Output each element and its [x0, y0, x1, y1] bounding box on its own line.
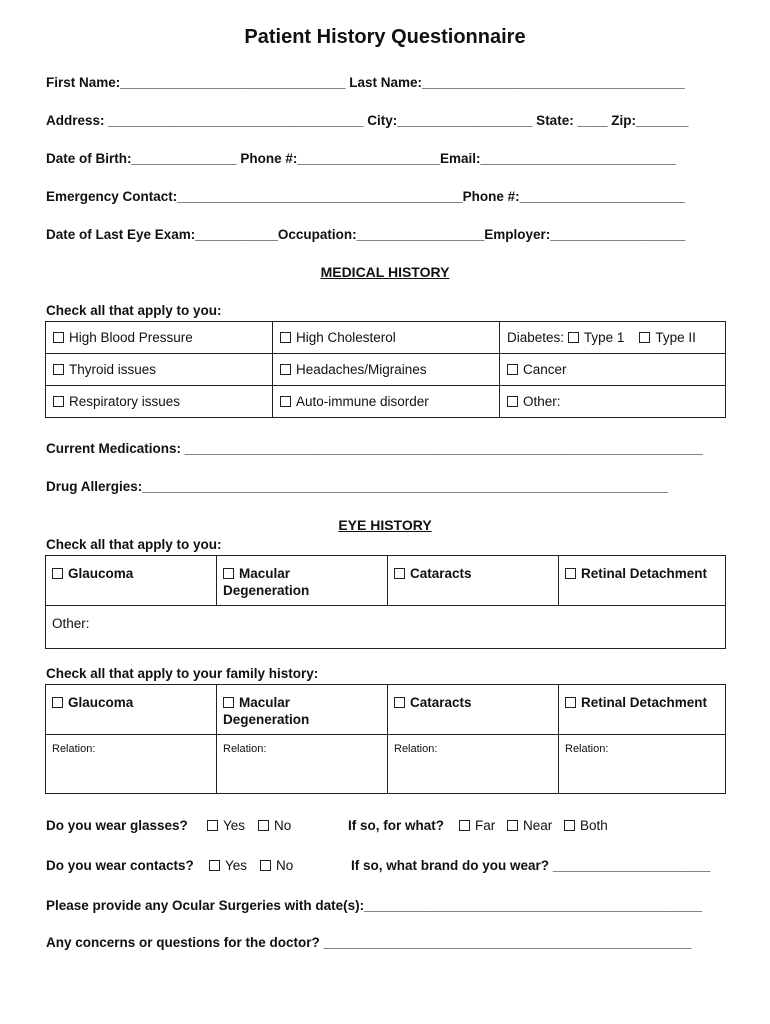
checkbox-diabetes-type1[interactable]	[568, 332, 579, 343]
near-label: Near	[523, 818, 553, 833]
glasses-followup: If so, for what?	[348, 818, 444, 833]
relation-field-retinal[interactable]	[559, 735, 726, 794]
relation-field-macular[interactable]	[217, 735, 388, 794]
family-retinal-label: Retinal Detachment	[581, 695, 708, 710]
far-label: Far	[475, 818, 496, 833]
contacts-brand-field[interactable]: If so, what brand do you wear? _____________________	[351, 858, 711, 873]
checkbox-thyroid[interactable]	[53, 364, 64, 375]
relation-field-glaucoma[interactable]	[46, 735, 217, 794]
relation-label: Relation:	[394, 743, 438, 755]
checkbox-headaches[interactable]	[280, 364, 291, 375]
medical-history-table	[45, 321, 726, 418]
glasses-yes-label: Yes	[223, 818, 246, 833]
checkbox-respiratory[interactable]	[53, 396, 64, 407]
glasses-far-option[interactable]	[459, 818, 495, 833]
medical-other-label: Other:	[523, 394, 561, 409]
diabetes-label: Diabetes:	[507, 330, 565, 345]
drug-allergies-field[interactable]: Drug Allergies:______________________________________________________________________	[46, 479, 668, 494]
checkbox-cancer[interactable]	[507, 364, 518, 375]
eye-retinal-label: Retinal Detachment	[581, 566, 708, 581]
high-blood-pressure-label: High Blood Pressure	[69, 330, 193, 345]
eye-prompt: Check all that apply to you:	[46, 537, 222, 552]
checkbox-contacts-yes[interactable]	[209, 860, 220, 871]
checkbox-glasses-no[interactable]	[258, 820, 269, 831]
eye-history-heading: EYE HISTORY	[338, 517, 432, 533]
family-macular-label-2: Degeneration	[223, 712, 310, 727]
contacts-question: Do you wear contacts?	[46, 858, 194, 873]
contacts-no-option[interactable]	[260, 858, 293, 873]
glasses-both-option[interactable]	[564, 818, 608, 833]
contacts-no-label: No	[276, 858, 294, 873]
glasses-no-label: No	[274, 818, 292, 833]
both-label: Both	[580, 818, 608, 833]
glasses-question: Do you wear glasses?	[46, 818, 188, 833]
checkbox-both[interactable]	[564, 820, 575, 831]
medical-prompt: Check all that apply to you:	[46, 303, 222, 318]
headaches-label: Headaches/Migraines	[296, 362, 427, 377]
eye-cataracts-label: Cataracts	[410, 566, 472, 581]
family-prompt: Check all that apply to your family history:	[46, 666, 319, 681]
eye-exam-occupation-fields[interactable]: Date of Last Eye Exam:___________Occupation:_________________Employer:__________________	[46, 227, 686, 242]
checkbox-contacts-no[interactable]	[260, 860, 271, 871]
checkbox-autoimmune[interactable]	[280, 396, 291, 407]
cancer-label: Cancer	[523, 362, 567, 377]
glasses-near-option[interactable]	[507, 818, 552, 833]
checkbox-medical-other[interactable]	[507, 396, 518, 407]
emergency-contact-fields[interactable]: Emergency Contact:______________________________________Phone #:______________________	[46, 189, 685, 204]
checkbox-high-blood-pressure[interactable]	[53, 332, 64, 343]
checkbox-glasses-yes[interactable]	[207, 820, 218, 831]
checkbox-near[interactable]	[507, 820, 518, 831]
relation-label: Relation:	[223, 743, 267, 755]
family-glaucoma-label: Glaucoma	[68, 695, 134, 710]
checkbox-eye-glaucoma[interactable]	[52, 568, 63, 579]
contacts-yes-label: Yes	[225, 858, 248, 873]
relation-label: Relation:	[52, 743, 96, 755]
checkbox-diabetes-type2[interactable]	[639, 332, 650, 343]
type2-label: Type II	[655, 330, 696, 345]
medical-history-heading: MEDICAL HISTORY	[320, 264, 450, 280]
checkbox-family-retinal[interactable]	[565, 697, 576, 708]
relation-field-cataracts[interactable]	[388, 735, 559, 794]
family-history-table	[45, 684, 726, 794]
eye-history-table	[45, 555, 726, 649]
dob-phone-email-fields[interactable]: Date of Birth:______________ Phone #:___________________Email:__________________________	[46, 151, 676, 166]
type1-label: Type 1	[583, 330, 625, 345]
eye-other-field[interactable]	[46, 606, 726, 649]
eye-macular-label: Macular	[239, 566, 291, 581]
contacts-yes-option[interactable]	[209, 858, 247, 873]
family-macular-label: Macular	[239, 695, 291, 710]
glasses-yes-option[interactable]	[207, 818, 245, 833]
address-fields[interactable]: Address: __________________________________ City:__________________ State: ____ Zip:_______	[46, 113, 689, 128]
checkbox-far[interactable]	[459, 820, 470, 831]
eye-other-label: Other:	[52, 616, 90, 631]
checkbox-family-macular[interactable]	[223, 697, 234, 708]
checkbox-family-cataracts[interactable]	[394, 697, 405, 708]
eye-glaucoma-label: Glaucoma	[68, 566, 134, 581]
ocular-surgeries-field[interactable]: Please provide any Ocular Surgeries with date(s):_____________________________________________	[46, 898, 702, 913]
eye-macular-label-2: Degeneration	[223, 583, 310, 598]
relation-label: Relation:	[565, 743, 609, 755]
checkbox-eye-cataracts[interactable]	[394, 568, 405, 579]
name-fields[interactable]: First Name:______________________________ Last Name:___________________________________	[46, 75, 685, 90]
page-title: Patient History Questionnaire	[244, 26, 526, 48]
thyroid-label: Thyroid issues	[69, 362, 157, 377]
checkbox-eye-retinal[interactable]	[565, 568, 576, 579]
glasses-no-option[interactable]	[258, 818, 291, 833]
checkbox-high-cholesterol[interactable]	[280, 332, 291, 343]
checkbox-family-glaucoma[interactable]	[52, 697, 63, 708]
family-cataracts-label: Cataracts	[410, 695, 472, 710]
high-cholesterol-label: High Cholesterol	[296, 330, 396, 345]
current-medications-field[interactable]: Current Medications: _____________________________________________________________________	[46, 441, 703, 456]
checkbox-eye-macular[interactable]	[223, 568, 234, 579]
autoimmune-label: Auto-immune disorder	[296, 394, 429, 409]
respiratory-label: Respiratory issues	[69, 394, 181, 409]
concerns-field[interactable]: Any concerns or questions for the doctor? _________________________________________________	[46, 935, 692, 950]
